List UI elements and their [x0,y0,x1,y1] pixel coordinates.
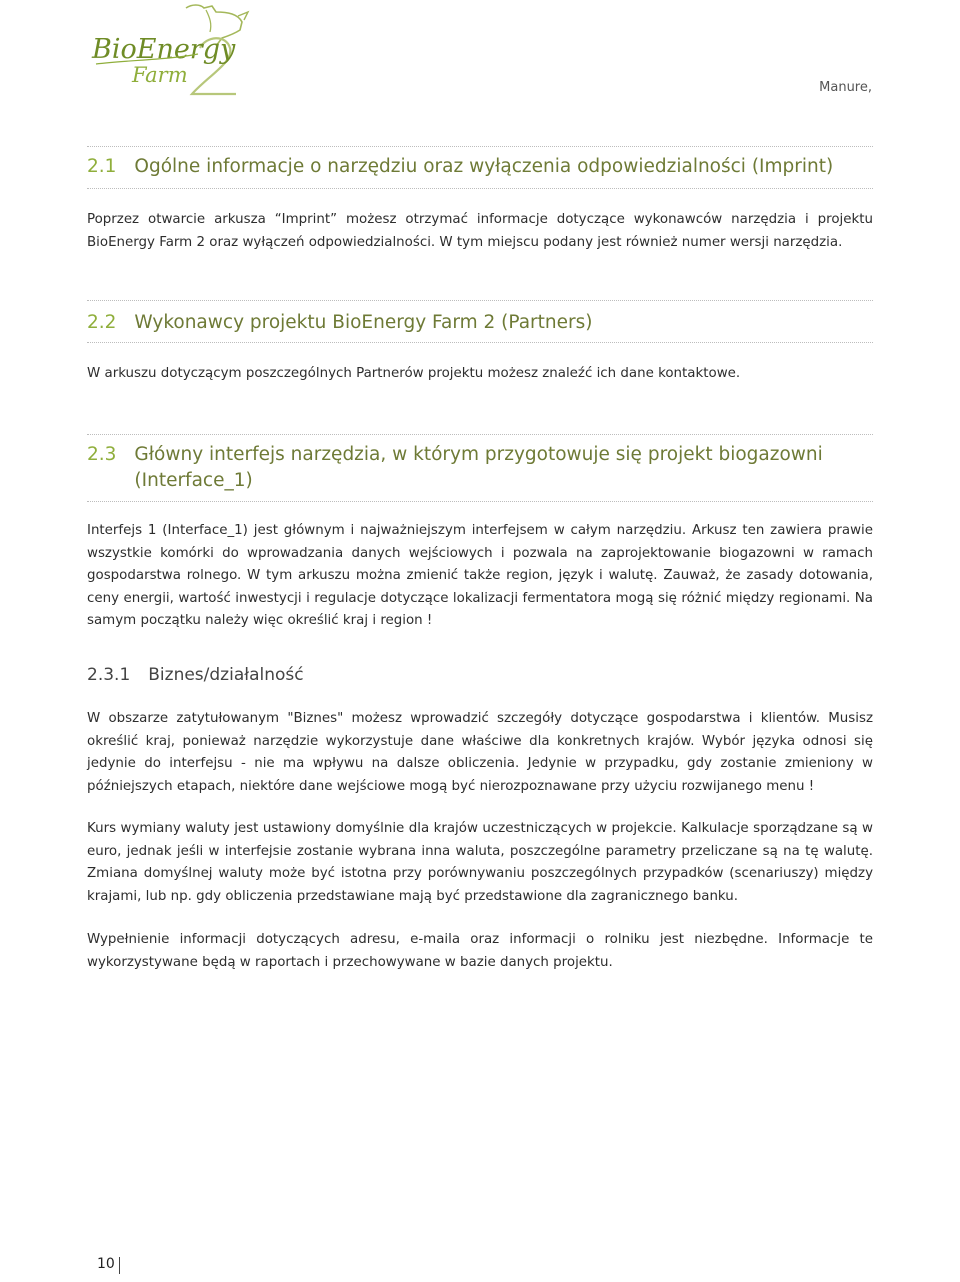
divider [87,188,873,189]
section-number: 2.1 [87,156,117,177]
section-2-3 [87,434,873,633]
subsection-number: 2.3.1 [87,665,131,685]
bioenergy-farm-logo [88,2,258,100]
section-title: Ogólne informacje o narzędziu oraz wyłączenia odpowiedzialności (Imprint) [134,156,834,177]
paragraph: Kurs wymiany waluty jest ustawiony domyślnie dla krajów uczestniczących w projekcie. Kalkulacje sporządzane są w euro, jednak jeśli w interfejsie zostanie wybrana inna waluta, poszczególne parametry przeliczane są na tę walutę. Zmiana domyślnej waluty może być istotna przy porównywaniu poszczególnych przypadków (scenariuszy) między krajami, lub np. gdy obliczenia przedstawiane mają być przedstawione dla zagranicznego banku. [87,821,873,904]
subsection-title: Biznes/działalność [148,665,304,685]
paragraph: Wypełnienie informacji dotyczących adresu, e-maila oraz informacji o rolniku jest niezbędne. Informacje te wykorzystywane będą w raportach i przechowywane w bazie danych projektu. [87,932,873,970]
paragraph: W arkuszu dotyczącym poszczególnych Partnerów projektu możesz znaleźć ich dane kontaktowe. [87,366,741,381]
subsection-heading [87,662,873,688]
section-heading [87,442,873,494]
paragraph: Interfejs 1 (Interface_1) jest głównym i najważniejszym interfejsem w całym narzędziu. Arkusz ten zawiera prawie wszystkie komórki do wprowadzania danych wejściowych i pozwala na zaprojektowanie biogazowni w ramach gospodarstwa rolnego. W tym arkuszu można zmienić także region, język i walutę. Zauważ, że zasady dotowania, ceny energii, wartość inwestycji i regulacje dotyczące lokalizacji fermentatora mogą się różnić między regionami. Na samym początku należy więc określić kraj i region ! [87,523,873,628]
section-2-1 [87,146,873,254]
section-heading [87,310,873,336]
svg-text:Farm: Farm [132,63,188,87]
page-number: 10 [97,1256,115,1272]
divider [87,342,873,343]
divider [87,434,873,435]
section-heading [87,154,873,180]
section-number: 2.3 [87,444,117,465]
running-title: Manure, [819,80,872,95]
section-2-3-1 [87,662,873,974]
paragraph: Poprzez otwarcie arkusza “Imprint” możesz otrzymać informacje dotyczące wykonawców narzędzia i projektu BioEnergy Farm 2 oraz wyłączeń odpowiedzialności. W tym miejscu podany jest również numer wersji narzędzia. [87,212,873,250]
page-number-divider [119,1257,120,1274]
paragraph: W obszarze zatytułowanym "Biznes" możesz wprowadzić szczegóły dotyczące gospodarstwa i klientów. Musisz określić kraj, ponieważ narzędzie wykorzystuje dane właściwe dla konkretnych krajów. Wybór języka odnosi się jedynie do interfejsu - nie ma wpływu na dalsze obliczenia. Jedynie w przypadku, gdy zostanie zmieniony w późniejszych etapach, niektóre dane wejściowe mogą być nierozpoznawane przy użyciu rozwijanego menu ! [87,711,873,794]
divider [87,501,873,502]
section-title: Główny interfejs narzędzia, w którym przygotowuje się projekt biogazowni (Interface_1) [134,444,823,491]
divider [87,146,873,147]
section-2-2 [87,300,873,386]
svg-text:BioEnergy: BioEnergy [92,34,236,65]
section-title: Wykonawcy projektu BioEnergy Farm 2 (Partners) [134,312,593,333]
section-number: 2.2 [87,312,117,333]
divider [87,300,873,301]
